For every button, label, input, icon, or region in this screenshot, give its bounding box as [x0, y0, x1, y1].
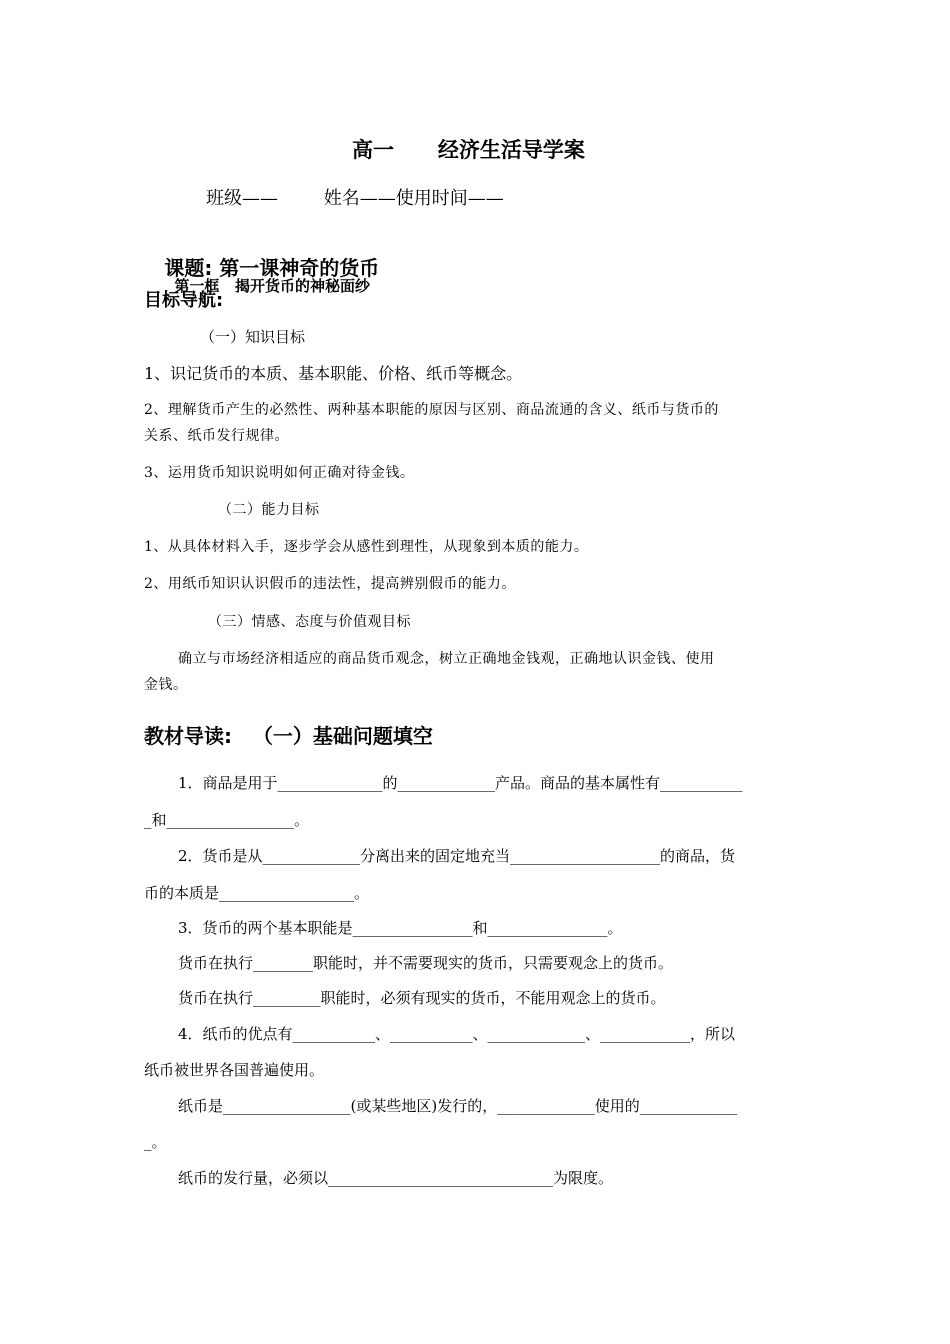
goals-heading: 目标导航: — [144, 290, 224, 311]
fill-line-5: 纸币是_________________(或某些地区)发行的，_____________使用的_____________ — [178, 1097, 738, 1115]
ability-goal-1: 1、从具体材料入手，逐步学会从感性到理性，从现象到本质的能力。 — [144, 539, 589, 555]
fill-line-3: 3．货币的两个基本职能是________________和________________。 — [178, 919, 623, 937]
knowledge-goals-heading: （一）知识目标 — [200, 328, 306, 346]
knowledge-goal-3: 3、运用货币知识说明如何正确对待金钱。 — [144, 465, 415, 481]
emotion-goals-heading: （三）情感、态度与价值观目标 — [208, 614, 411, 630]
fill-line-2: 2．货币是从_____________分离出来的固定地充当____________________的商品，货 — [178, 847, 736, 865]
class-name-date-line: 班级—— 姓名——使用时间—— — [206, 188, 504, 209]
fill-line-3-b: 货币在执行_________职能时，必须有现实的货币，不能用观念上的货币。 — [178, 989, 666, 1007]
emotion-goal-text: 确立与市场经济相适应的商品货币观念，树立正确地金钱观，正确地认识金钱、使用 — [178, 651, 715, 667]
topic-subtitle: 第一框 揭开货币的神秘面纱 — [174, 277, 371, 295]
fill-line-5-cont: _。 — [144, 1133, 167, 1151]
fill-line-1-cont: _和_________________。 — [144, 811, 310, 829]
knowledge-goal-2-cont: 关系、纸币发行规律。 — [144, 428, 289, 444]
document-title: 高一 经济生活导学案 — [352, 138, 585, 162]
fill-line-4: 4．纸币的优点有___________、___________、_____________、____________，所以 — [178, 1025, 736, 1043]
knowledge-goal-2: 2、理解货币产生的必然性、两种基本职能的原因与区别、商品流通的含义、纸币与货币的 — [144, 402, 719, 418]
fill-line-2-cont: 币的本质是__________________。 — [144, 884, 370, 902]
ability-goal-2: 2、用纸币知识认识假币的违法性，提高辨别假币的能力。 — [144, 576, 516, 592]
emotion-goal-text-cont: 金钱。 — [144, 677, 188, 693]
ability-goals-heading: （二）能力目标 — [218, 502, 320, 518]
fill-line-1: 1．商品是用于______________的_____________产品。商品的基本属性有___________ — [178, 774, 743, 792]
fill-line-6: 纸币的发行量，必须以______________________________为限度。 — [178, 1169, 614, 1187]
knowledge-goal-1: 1、识记货币的本质、基本职能、价格、纸币等概念。 — [144, 364, 523, 383]
topic-label: 课题: 第一课神奇的货币 — [164, 256, 380, 280]
reading-heading: 教材导读: （一）基础问题填空 — [144, 724, 433, 748]
fill-line-3-a: 货币在执行________职能时，并不需要现实的货币，只需要观念上的货币。 — [178, 954, 674, 972]
fill-line-4-cont: 纸币被世界各国普遍使用。 — [144, 1061, 325, 1079]
